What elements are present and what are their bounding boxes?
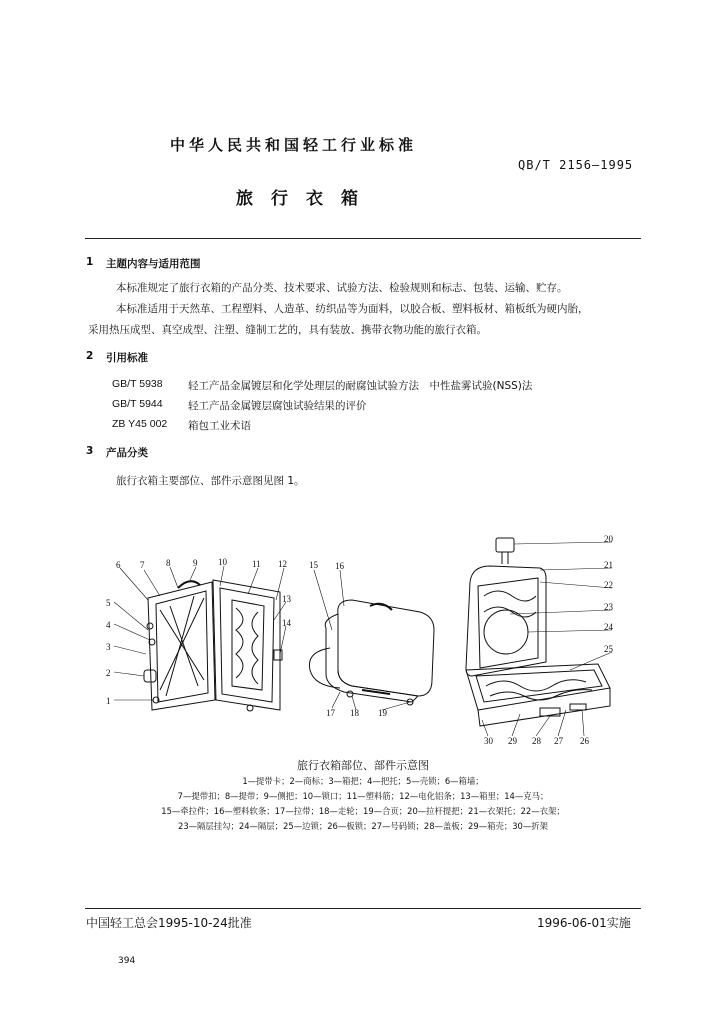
approval-date: 中国轻工总会1995-10-24批准	[86, 916, 252, 930]
callout-1: 1	[106, 696, 111, 706]
issuing-org: 中华人民共和国轻工行业标准	[170, 136, 418, 154]
callout-29: 29	[508, 736, 517, 746]
page-number: 394	[118, 956, 136, 966]
section-3-title: 产品分类	[106, 447, 148, 459]
callout-23: 23	[604, 602, 613, 612]
section-1-para-2-line-2: 采用热压成型、真空成型、注塑、缝制工艺的，具有装放、携带衣物功能的旅行衣箱。	[88, 324, 487, 336]
figure-legend-line: 1—提带卡；2—商标；3—箱把；4—把托；5—壳锁；6—箱墙；	[242, 776, 484, 786]
callout-22: 22	[604, 580, 613, 590]
ref-code: ZB Y45 002	[112, 418, 168, 430]
callout-30: 30	[484, 736, 493, 746]
closed-suitcase-perspective	[309, 600, 434, 705]
callout-4: 4	[106, 620, 111, 630]
callout-25: 25	[604, 644, 613, 654]
callout-2: 2	[106, 668, 111, 678]
callout-7: 7	[140, 560, 145, 570]
ref-title: 轻工产品金属镀层和化学处理层的耐腐蚀试验方法 中性盐雾试验(NSS)法	[188, 380, 533, 392]
ref-code: GB/T 5938	[112, 378, 163, 390]
callout-11: 11	[252, 559, 261, 569]
open-suitcase-front-view	[144, 580, 282, 711]
ref-code: GB/T 5944	[112, 398, 163, 410]
callout-15: 15	[309, 560, 318, 570]
header-divider	[85, 238, 641, 239]
callout-14: 14	[282, 618, 291, 628]
callout-9: 9	[193, 558, 198, 568]
callout-19: 19	[378, 708, 387, 718]
figure-caption-title: 旅行衣箱部位、部件示意图	[297, 759, 429, 772]
section-1-number: 1	[86, 256, 94, 268]
section-1-title: 主题内容与适用范围	[106, 258, 201, 270]
section-1-para-2-line-1: 本标准适用于天然革、工程塑料、人造革、纺织品等为面料，以胶合板、塑料板材、箱板纸为硬内胎，	[116, 303, 589, 315]
callout-28: 28	[532, 736, 541, 746]
section-1-para-1: 本标准规定了旅行衣箱的产品分类、技术要求、试验方法、检验规则和标志、包装、运输、贮存。	[116, 282, 568, 294]
callout-26: 26	[580, 736, 589, 746]
effective-date: 1996-06-01实施	[537, 916, 631, 930]
callout-24: 24	[604, 622, 613, 632]
figure-legend-line: 7—提带扣；8—提带；9—侧把；10—锁口；11—塑料筋；12—电化铝条；13—箱里；14—克马；	[177, 791, 549, 801]
section-2-title: 引用标准	[106, 352, 148, 364]
callout-20: 20	[604, 534, 613, 544]
callout-17: 17	[326, 708, 335, 718]
callout-3: 3	[106, 642, 111, 652]
section-2-number: 2	[86, 350, 94, 362]
callout-10: 10	[218, 557, 227, 567]
figure-legend-line: 15—牵拉件；16—塑料软条；17—拉带；18—走轮；19—合页；20—拉杆提把；21—衣架托；22—衣架；	[161, 806, 565, 816]
standard-code: QB/T 2156—1995	[518, 158, 634, 172]
suitcase-diagram	[100, 530, 620, 750]
document-title: 旅行衣箱	[236, 189, 376, 209]
callout-6: 6	[116, 560, 121, 570]
callout-leaders	[114, 542, 612, 736]
section-3-para: 旅行衣箱主要部位、部件示意图见图 1。	[116, 475, 305, 487]
section-3-number: 3	[86, 445, 94, 457]
figure-legend-line: 23—隔层挂勾；24—隔层；25—边锁；26—板锁；27—号码锁；28—盖板；29—箱壳；30—折架	[177, 821, 548, 831]
footer-divider	[85, 908, 641, 909]
ref-title: 箱包工业术语	[188, 420, 251, 432]
callout-18: 18	[350, 708, 359, 718]
ref-title: 轻工产品金属镀层腐蚀试验结果的评价	[188, 400, 367, 412]
callout-27: 27	[554, 736, 563, 746]
callout-5: 5	[106, 598, 111, 608]
callout-13: 13	[282, 594, 291, 604]
callout-16: 16	[335, 561, 344, 571]
callout-8: 8	[166, 558, 171, 568]
callout-21: 21	[604, 560, 613, 570]
callout-12: 12	[278, 559, 287, 569]
